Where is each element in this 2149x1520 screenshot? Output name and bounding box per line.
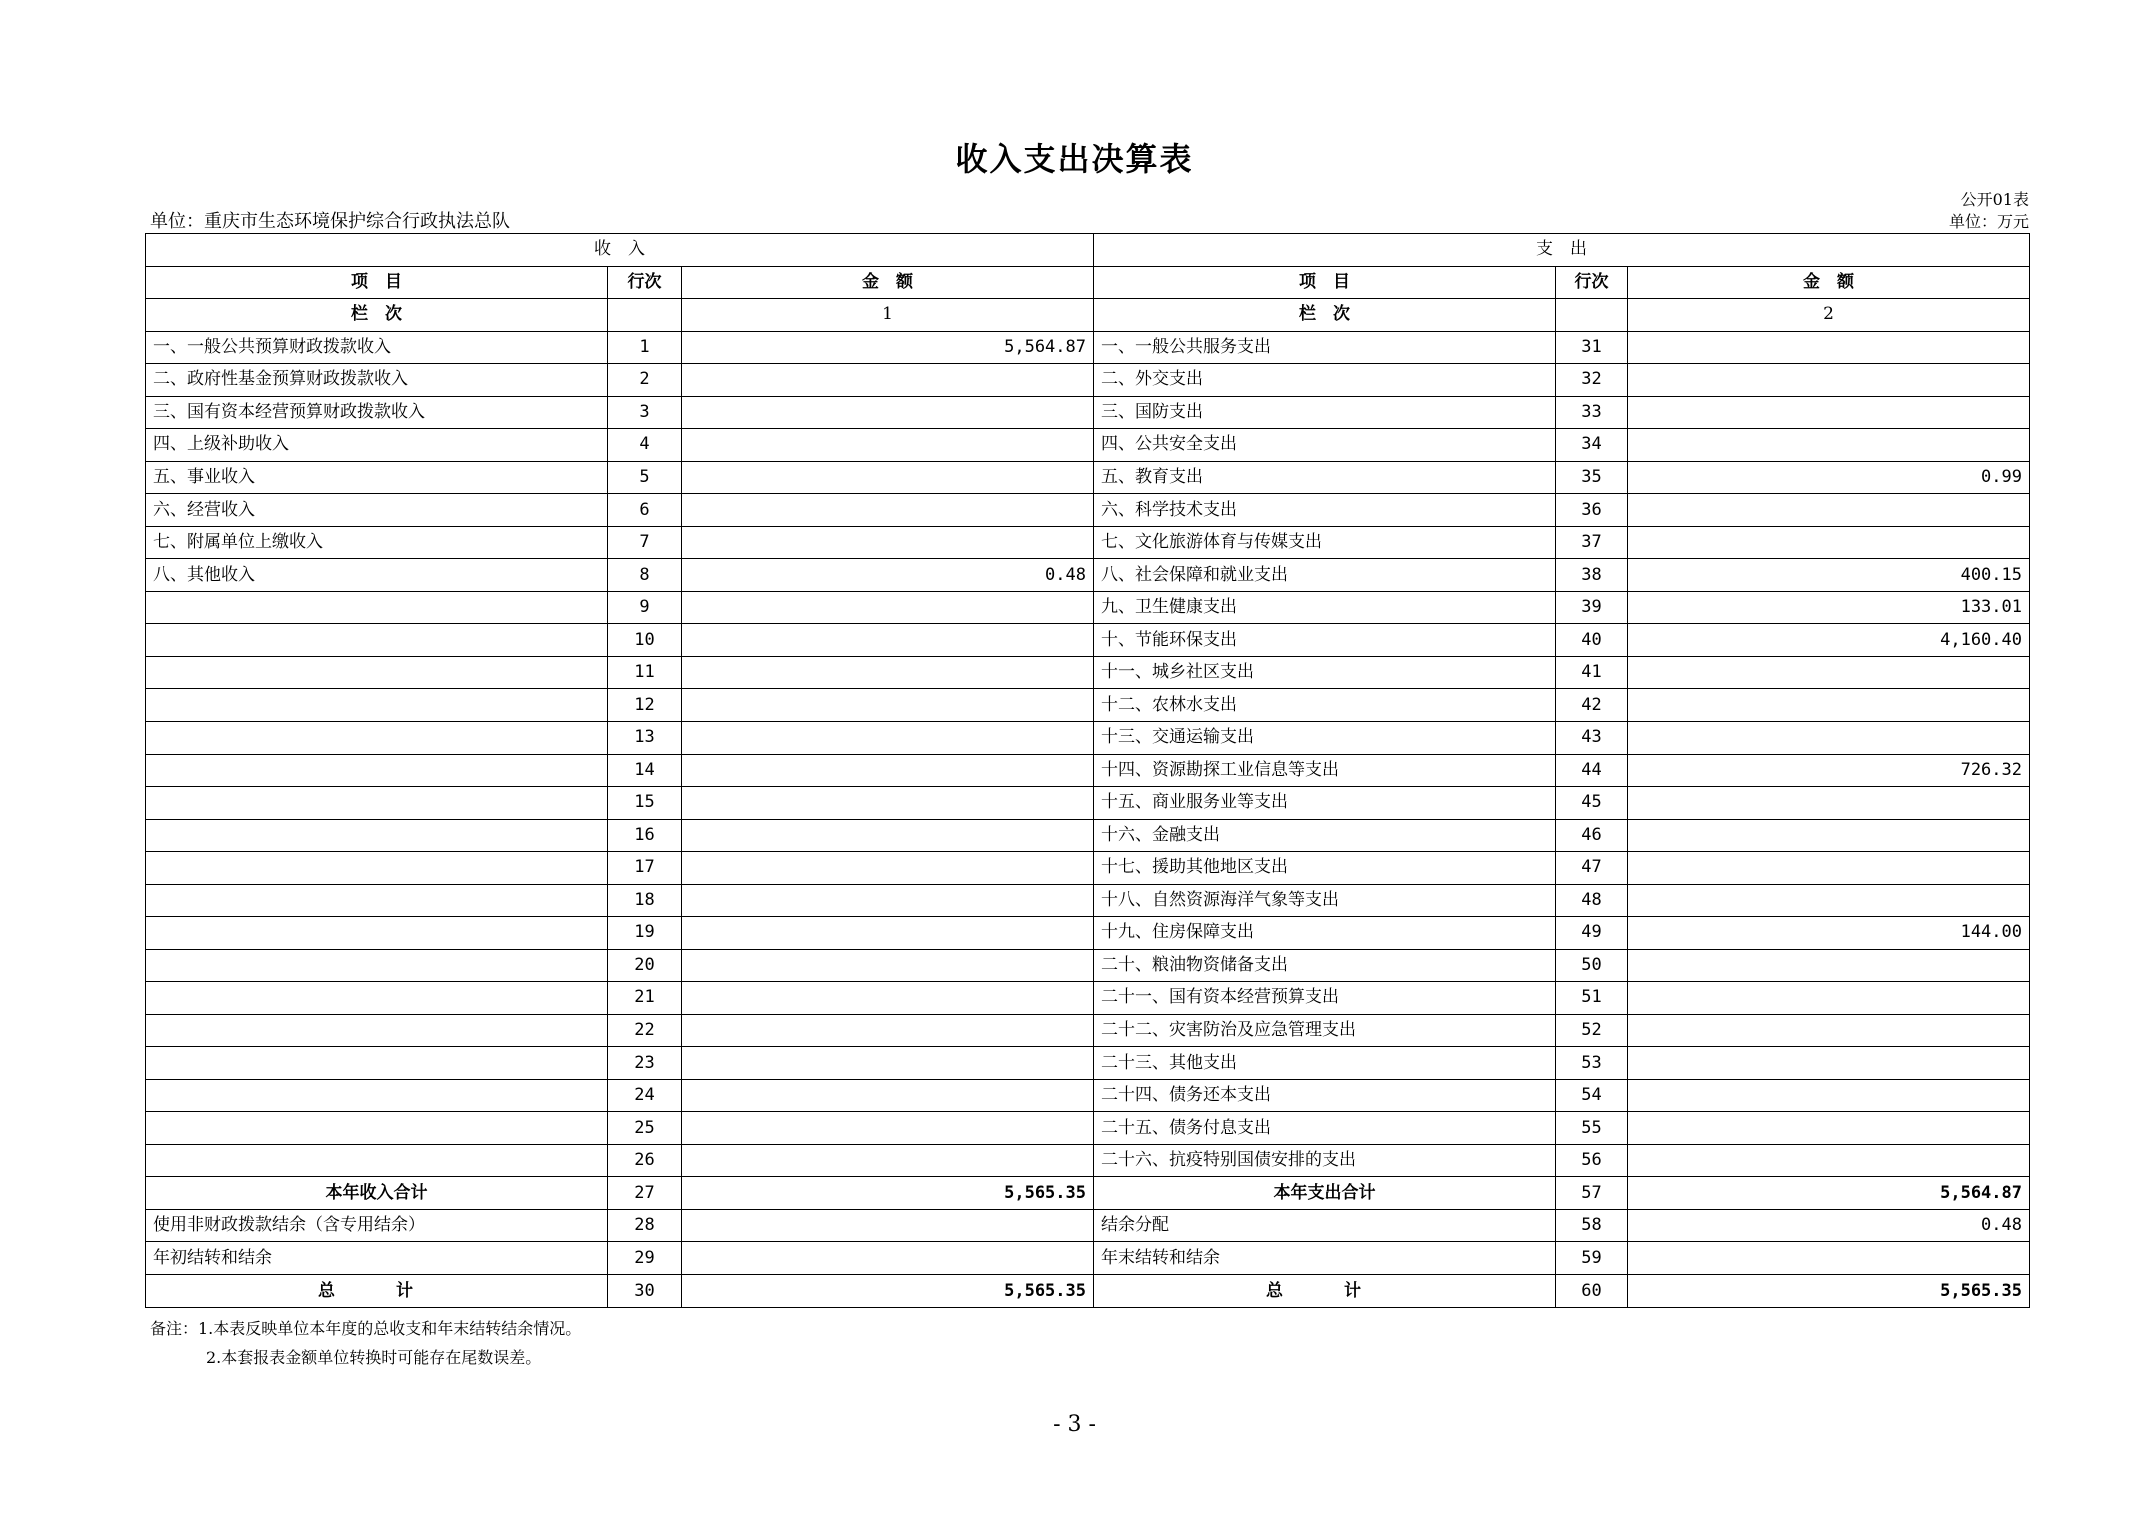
expense-item-cell: 二十一、国有资本经营预算支出 xyxy=(1094,982,1556,1015)
income-item-cell xyxy=(146,1014,608,1047)
expense-item-cell: 十三、交通运输支出 xyxy=(1094,721,1556,754)
expense-item-cell: 十八、自然资源海洋气象等支出 xyxy=(1094,884,1556,917)
table-row xyxy=(146,1242,2030,1275)
expense-amount-cell xyxy=(1628,982,2030,1015)
expense-amount-cell xyxy=(1628,1242,2030,1275)
income-item-cell xyxy=(146,624,608,657)
expense-amount-cell xyxy=(1628,1144,2030,1177)
expense-amount-cell xyxy=(1628,1014,2030,1047)
expense-lanci-label: 栏 次 xyxy=(1094,299,1556,332)
expense-line-cell: 54 xyxy=(1556,1079,1628,1112)
expense-item-cell: 三、国防支出 xyxy=(1094,396,1556,429)
expense-line-cell: 45 xyxy=(1556,787,1628,820)
table-row xyxy=(146,1112,2030,1145)
income-amount-cell xyxy=(682,982,1094,1015)
expense-amount-cell xyxy=(1628,364,2030,397)
income-amount-cell xyxy=(682,656,1094,689)
income-item-cell: 本年收入合计 xyxy=(146,1177,608,1210)
expense-line-cell: 41 xyxy=(1556,656,1628,689)
page-title: 收入支出决算表 xyxy=(955,140,1194,178)
income-item-cell: 总 计 xyxy=(146,1275,608,1308)
expense-line-cell: 42 xyxy=(1556,689,1628,722)
income-lanci-label: 栏 次 xyxy=(146,299,608,332)
income-item-cell xyxy=(146,1079,608,1112)
expense-amount-cell xyxy=(1628,787,2030,820)
expense-amount-cell xyxy=(1628,721,2030,754)
income-amount-cell xyxy=(682,591,1094,624)
total-row xyxy=(146,1275,2030,1308)
expense-section-header: 支 出 xyxy=(1094,234,2030,267)
table-row xyxy=(146,689,2030,722)
expense-amount-cell xyxy=(1628,852,2030,885)
expense-line-cell: 36 xyxy=(1556,494,1628,527)
expense-line-cell: 35 xyxy=(1556,461,1628,494)
expense-item-cell: 六、科学技术支出 xyxy=(1094,494,1556,527)
income-line-cell: 28 xyxy=(608,1209,682,1242)
expense-amount-cell: 726.32 xyxy=(1628,754,2030,787)
expense-item-cell: 本年支出合计 xyxy=(1094,1177,1556,1210)
income-amount-cell xyxy=(682,689,1094,722)
expense-item-cell: 总 计 xyxy=(1094,1275,1556,1308)
page-number: - 3 - xyxy=(1053,1412,1096,1437)
income-line-cell: 2 xyxy=(608,364,682,397)
note-line-2: 2.本套报表金额单位转换时可能存在尾数误差。 xyxy=(206,1348,542,1367)
income-item-cell xyxy=(146,721,608,754)
note-line-1: 备注：1.本表反映单位本年度的总收支和年末结转结余情况。 xyxy=(150,1319,582,1338)
income-line-cell: 23 xyxy=(608,1047,682,1080)
table-row xyxy=(146,754,2030,787)
table-row xyxy=(146,721,2030,754)
income-line-cell: 7 xyxy=(608,526,682,559)
income-item-cell xyxy=(146,591,608,624)
income-amount-cell xyxy=(682,364,1094,397)
expense-line-cell: 60 xyxy=(1556,1275,1628,1308)
expense-line-cell: 37 xyxy=(1556,526,1628,559)
income-line-cell: 3 xyxy=(608,396,682,429)
income-item-cell: 五、事业收入 xyxy=(146,461,608,494)
expense-amount-cell xyxy=(1628,396,2030,429)
income-line-cell: 30 xyxy=(608,1275,682,1308)
table-row xyxy=(146,819,2030,852)
expense-amount-cell: 0.99 xyxy=(1628,461,2030,494)
table-row xyxy=(146,1079,2030,1112)
expense-amount-cell: 4,160.40 xyxy=(1628,624,2030,657)
income-amount-cell xyxy=(682,429,1094,462)
expense-amount-cell: 133.01 xyxy=(1628,591,2030,624)
income-line-cell: 26 xyxy=(608,1144,682,1177)
income-line-cell: 25 xyxy=(608,1112,682,1145)
income-line-cell: 22 xyxy=(608,1014,682,1047)
table-row xyxy=(146,884,2030,917)
expense-item-cell: 二十五、债务付息支出 xyxy=(1094,1112,1556,1145)
expense-line-cell: 57 xyxy=(1556,1177,1628,1210)
table-row xyxy=(146,331,2030,364)
income-item-cell: 八、其他收入 xyxy=(146,559,608,592)
income-item-cell xyxy=(146,982,608,1015)
expense-line-cell: 44 xyxy=(1556,754,1628,787)
expense-line-cell: 31 xyxy=(1556,331,1628,364)
expense-lanci-col: 2 xyxy=(1628,299,2030,332)
form-number: 公开01表 xyxy=(1960,190,2029,209)
expense-item-cell: 八、社会保障和就业支出 xyxy=(1094,559,1556,592)
income-item-cell xyxy=(146,949,608,982)
income-line-cell: 13 xyxy=(608,721,682,754)
expense-line-cell: 49 xyxy=(1556,917,1628,950)
expense-amount-cell xyxy=(1628,331,2030,364)
income-line-cell: 5 xyxy=(608,461,682,494)
expense-line-cell: 52 xyxy=(1556,1014,1628,1047)
table-row xyxy=(146,591,2030,624)
income-item-cell xyxy=(146,852,608,885)
currency-unit: 单位：万元 xyxy=(1948,212,2029,231)
income-line-cell: 4 xyxy=(608,429,682,462)
income-amount-cell xyxy=(682,461,1094,494)
income-line-cell: 12 xyxy=(608,689,682,722)
income-amount-cell xyxy=(682,1144,1094,1177)
income-line-header: 行次 xyxy=(608,266,682,299)
income-amount-cell xyxy=(682,852,1094,885)
expense-amount-cell xyxy=(1628,656,2030,689)
table-row xyxy=(146,559,2030,592)
income-lanci-line xyxy=(608,299,682,332)
expense-item-cell: 一、一般公共服务支出 xyxy=(1094,331,1556,364)
expense-line-cell: 34 xyxy=(1556,429,1628,462)
expense-item-header: 项 目 xyxy=(1094,266,1556,299)
expense-item-cell: 二十、粮油物资储备支出 xyxy=(1094,949,1556,982)
expense-amount-cell: 5,565.35 xyxy=(1628,1275,2030,1308)
income-amount-cell xyxy=(682,526,1094,559)
reporting-unit: 单位：重庆市生态环境保护综合行政执法总队 xyxy=(150,211,510,232)
expense-line-cell: 32 xyxy=(1556,364,1628,397)
table-row xyxy=(146,1014,2030,1047)
expense-line-cell: 53 xyxy=(1556,1047,1628,1080)
expense-amount-cell xyxy=(1628,494,2030,527)
expense-amount-header: 金 额 xyxy=(1628,266,2030,299)
income-line-cell: 17 xyxy=(608,852,682,885)
income-item-cell xyxy=(146,884,608,917)
expense-item-cell: 十九、住房保障支出 xyxy=(1094,917,1556,950)
table-row xyxy=(146,461,2030,494)
income-line-cell: 29 xyxy=(608,1242,682,1275)
table-row xyxy=(146,787,2030,820)
expense-item-cell: 十一、城乡社区支出 xyxy=(1094,656,1556,689)
income-amount-cell: 5,565.35 xyxy=(682,1177,1094,1210)
table-row xyxy=(146,1144,2030,1177)
expense-line-cell: 33 xyxy=(1556,396,1628,429)
expense-item-cell: 二十二、灾害防治及应急管理支出 xyxy=(1094,1014,1556,1047)
income-line-cell: 21 xyxy=(608,982,682,1015)
expense-amount-cell xyxy=(1628,689,2030,722)
table-row xyxy=(146,494,2030,527)
expense-line-cell: 56 xyxy=(1556,1144,1628,1177)
income-line-cell: 9 xyxy=(608,591,682,624)
income-amount-cell: 5,564.87 xyxy=(682,331,1094,364)
income-item-cell xyxy=(146,1112,608,1145)
expense-amount-cell: 0.48 xyxy=(1628,1209,2030,1242)
expense-amount-cell xyxy=(1628,1112,2030,1145)
income-amount-cell xyxy=(682,1014,1094,1047)
income-amount-cell xyxy=(682,396,1094,429)
income-amount-cell xyxy=(682,1209,1094,1242)
expense-line-cell: 40 xyxy=(1556,624,1628,657)
expense-line-cell: 46 xyxy=(1556,819,1628,852)
income-item-cell xyxy=(146,1047,608,1080)
table-row xyxy=(146,949,2030,982)
income-item-header: 项 目 xyxy=(146,266,608,299)
table-row xyxy=(146,1209,2030,1242)
table-row xyxy=(146,917,2030,950)
expense-line-cell: 43 xyxy=(1556,721,1628,754)
income-line-cell: 24 xyxy=(608,1079,682,1112)
income-amount-header: 金 额 xyxy=(682,266,1094,299)
expense-item-cell: 十、节能环保支出 xyxy=(1094,624,1556,657)
expense-amount-cell: 144.00 xyxy=(1628,917,2030,950)
lanci-row xyxy=(146,299,2030,332)
expense-amount-cell: 400.15 xyxy=(1628,559,2030,592)
expense-amount-cell xyxy=(1628,1047,2030,1080)
table-row xyxy=(146,852,2030,885)
income-amount-cell xyxy=(682,1242,1094,1275)
income-amount-cell xyxy=(682,754,1094,787)
income-item-cell xyxy=(146,917,608,950)
subtotal-row xyxy=(146,1177,2030,1210)
income-item-cell xyxy=(146,819,608,852)
income-amount-cell xyxy=(682,949,1094,982)
income-amount-cell xyxy=(682,1047,1094,1080)
income-item-cell: 四、上级补助收入 xyxy=(146,429,608,462)
income-line-cell: 18 xyxy=(608,884,682,917)
expense-line-cell: 59 xyxy=(1556,1242,1628,1275)
income-amount-cell xyxy=(682,917,1094,950)
income-amount-cell xyxy=(682,1079,1094,1112)
expense-line-cell: 51 xyxy=(1556,982,1628,1015)
income-item-cell xyxy=(146,787,608,820)
expense-line-header: 行次 xyxy=(1556,266,1628,299)
expense-item-cell: 九、卫生健康支出 xyxy=(1094,591,1556,624)
income-item-cell xyxy=(146,1144,608,1177)
expense-amount-cell xyxy=(1628,526,2030,559)
income-line-cell: 16 xyxy=(608,819,682,852)
expense-amount-cell: 5,564.87 xyxy=(1628,1177,2030,1210)
income-line-cell: 11 xyxy=(608,656,682,689)
expense-item-cell: 五、教育支出 xyxy=(1094,461,1556,494)
income-amount-cell xyxy=(682,494,1094,527)
income-amount-cell xyxy=(682,721,1094,754)
expense-lanci-line xyxy=(1556,299,1628,332)
income-line-cell: 20 xyxy=(608,949,682,982)
expense-amount-cell xyxy=(1628,949,2030,982)
income-line-cell: 8 xyxy=(608,559,682,592)
income-amount-cell xyxy=(682,624,1094,657)
income-line-cell: 19 xyxy=(608,917,682,950)
section-header-row xyxy=(146,234,2030,267)
income-lanci-col: 1 xyxy=(682,299,1094,332)
expense-amount-cell xyxy=(1628,819,2030,852)
table-row xyxy=(146,429,2030,462)
table-row xyxy=(146,656,2030,689)
income-item-cell xyxy=(146,656,608,689)
expense-item-cell: 结余分配 xyxy=(1094,1209,1556,1242)
income-item-cell xyxy=(146,689,608,722)
table-row xyxy=(146,396,2030,429)
income-item-cell: 三、国有资本经营预算财政拨款收入 xyxy=(146,396,608,429)
expense-line-cell: 55 xyxy=(1556,1112,1628,1145)
column-header-row xyxy=(146,266,2030,299)
expense-item-cell: 四、公共安全支出 xyxy=(1094,429,1556,462)
income-amount-cell xyxy=(682,787,1094,820)
expense-item-cell: 十六、金融支出 xyxy=(1094,819,1556,852)
table-row xyxy=(146,1047,2030,1080)
table-row xyxy=(146,364,2030,397)
expense-line-cell: 47 xyxy=(1556,852,1628,885)
expense-item-cell: 十五、商业服务业等支出 xyxy=(1094,787,1556,820)
expense-item-cell: 年末结转和结余 xyxy=(1094,1242,1556,1275)
table-row xyxy=(146,526,2030,559)
expense-item-cell: 二十六、抗疫特别国债安排的支出 xyxy=(1094,1144,1556,1177)
income-item-cell xyxy=(146,754,608,787)
income-item-cell: 六、经营收入 xyxy=(146,494,608,527)
expense-line-cell: 39 xyxy=(1556,591,1628,624)
income-line-cell: 10 xyxy=(608,624,682,657)
income-expense-table xyxy=(145,233,2030,1308)
income-item-cell: 使用非财政拨款结余（含专用结余） xyxy=(146,1209,608,1242)
income-amount-cell xyxy=(682,884,1094,917)
expense-item-cell: 二十四、债务还本支出 xyxy=(1094,1079,1556,1112)
expense-amount-cell xyxy=(1628,429,2030,462)
expense-item-cell: 十二、农林水支出 xyxy=(1094,689,1556,722)
expense-line-cell: 38 xyxy=(1556,559,1628,592)
expense-item-cell: 十七、援助其他地区支出 xyxy=(1094,852,1556,885)
income-item-cell: 七、附属单位上缴收入 xyxy=(146,526,608,559)
income-line-cell: 15 xyxy=(608,787,682,820)
income-line-cell: 1 xyxy=(608,331,682,364)
income-amount-cell xyxy=(682,819,1094,852)
income-amount-cell: 5,565.35 xyxy=(682,1275,1094,1308)
expense-item-cell: 七、文化旅游体育与传媒支出 xyxy=(1094,526,1556,559)
table-row xyxy=(146,982,2030,1015)
expense-item-cell: 十四、资源勘探工业信息等支出 xyxy=(1094,754,1556,787)
expense-line-cell: 50 xyxy=(1556,949,1628,982)
income-item-cell: 一、一般公共预算财政拨款收入 xyxy=(146,331,608,364)
income-line-cell: 14 xyxy=(608,754,682,787)
income-line-cell: 27 xyxy=(608,1177,682,1210)
income-item-cell: 年初结转和结余 xyxy=(146,1242,608,1275)
expense-line-cell: 58 xyxy=(1556,1209,1628,1242)
expense-amount-cell xyxy=(1628,884,2030,917)
table-row xyxy=(146,624,2030,657)
income-section-header: 收 入 xyxy=(146,234,1094,267)
income-line-cell: 6 xyxy=(608,494,682,527)
expense-item-cell: 二、外交支出 xyxy=(1094,364,1556,397)
income-amount-cell xyxy=(682,1112,1094,1145)
expense-line-cell: 48 xyxy=(1556,884,1628,917)
income-item-cell: 二、政府性基金预算财政拨款收入 xyxy=(146,364,608,397)
income-amount-cell: 0.48 xyxy=(682,559,1094,592)
expense-amount-cell xyxy=(1628,1079,2030,1112)
expense-item-cell: 二十三、其他支出 xyxy=(1094,1047,1556,1080)
